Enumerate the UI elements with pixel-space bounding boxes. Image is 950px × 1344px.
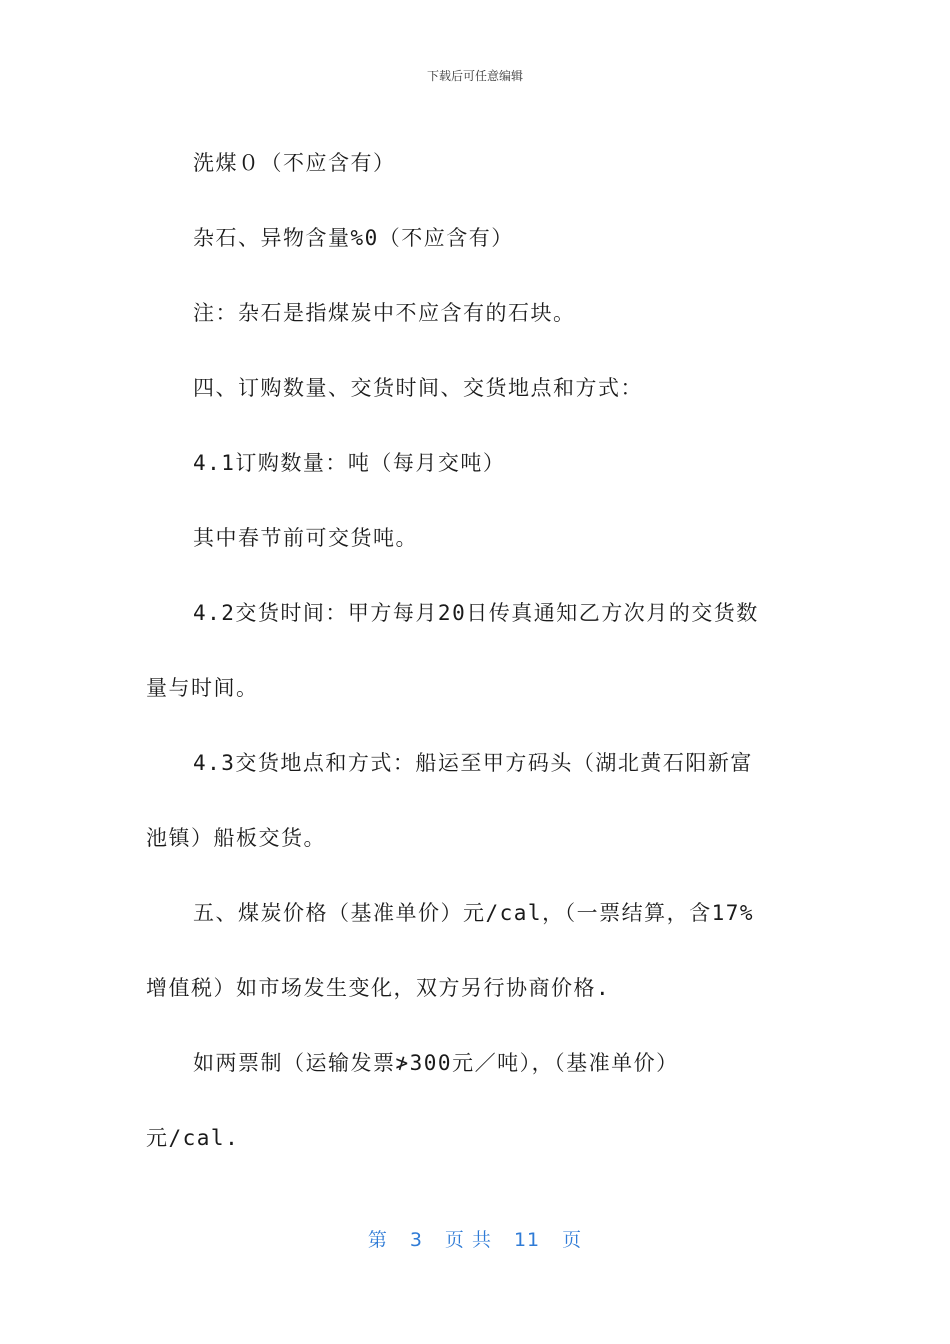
paragraph-delivery-time-line1: 4.2交货时间：甲方每月20日传真通知乙方次月的交货数 [193,601,759,625]
page-header-note: 下载后可任意编辑 [426,69,523,83]
footer-total-pages: 11 [513,1229,541,1251]
footer-middle: 页 共 [444,1229,492,1251]
section-heading-order-delivery: 四、订购数量、交货时间、交货地点和方式： [193,376,643,400]
document-body [146,126,806,1176]
footer-current-page: 3 [409,1229,423,1251]
paragraph-two-invoice-line1: 如两票制（运输发票≯300元／吨），（基准单价） [193,1051,679,1075]
paragraph-impurity-note: 注：杂石是指煤炭中不应含有的石块。 [193,301,576,325]
paragraph-washed-coal: 洗煤０（不应含有） [193,151,396,175]
footer-suffix: 页 [562,1229,583,1251]
paragraph-order-quantity: 4.1订购数量：吨（每月交吨） [193,451,506,475]
paragraph-two-invoice-line2: 元/cal. [146,1126,240,1150]
page-number-footer [0,1225,950,1252]
paragraph-impurity-content: 杂石、异物含量%0（不应含有） [193,226,514,250]
paragraph-delivery-place-line1: 4.3交货地点和方式：船运至甲方码头（湖北黄石阳新富 [193,751,753,775]
paragraph-spring-festival-delivery: 其中春节前可交货吨。 [193,526,418,550]
paragraph-delivery-place-line2: 池镇）船板交货。 [146,826,326,850]
paragraph-delivery-time-line2: 量与时间。 [146,676,259,700]
section-heading-coal-price-line2: 增值税）如市场发生变化，双方另行协商价格. [146,976,611,1000]
section-heading-coal-price-line1: 五、煤炭价格（基准单价）元/cal，（一票结算，含17% [193,901,754,925]
footer-prefix: 第 [367,1229,388,1251]
